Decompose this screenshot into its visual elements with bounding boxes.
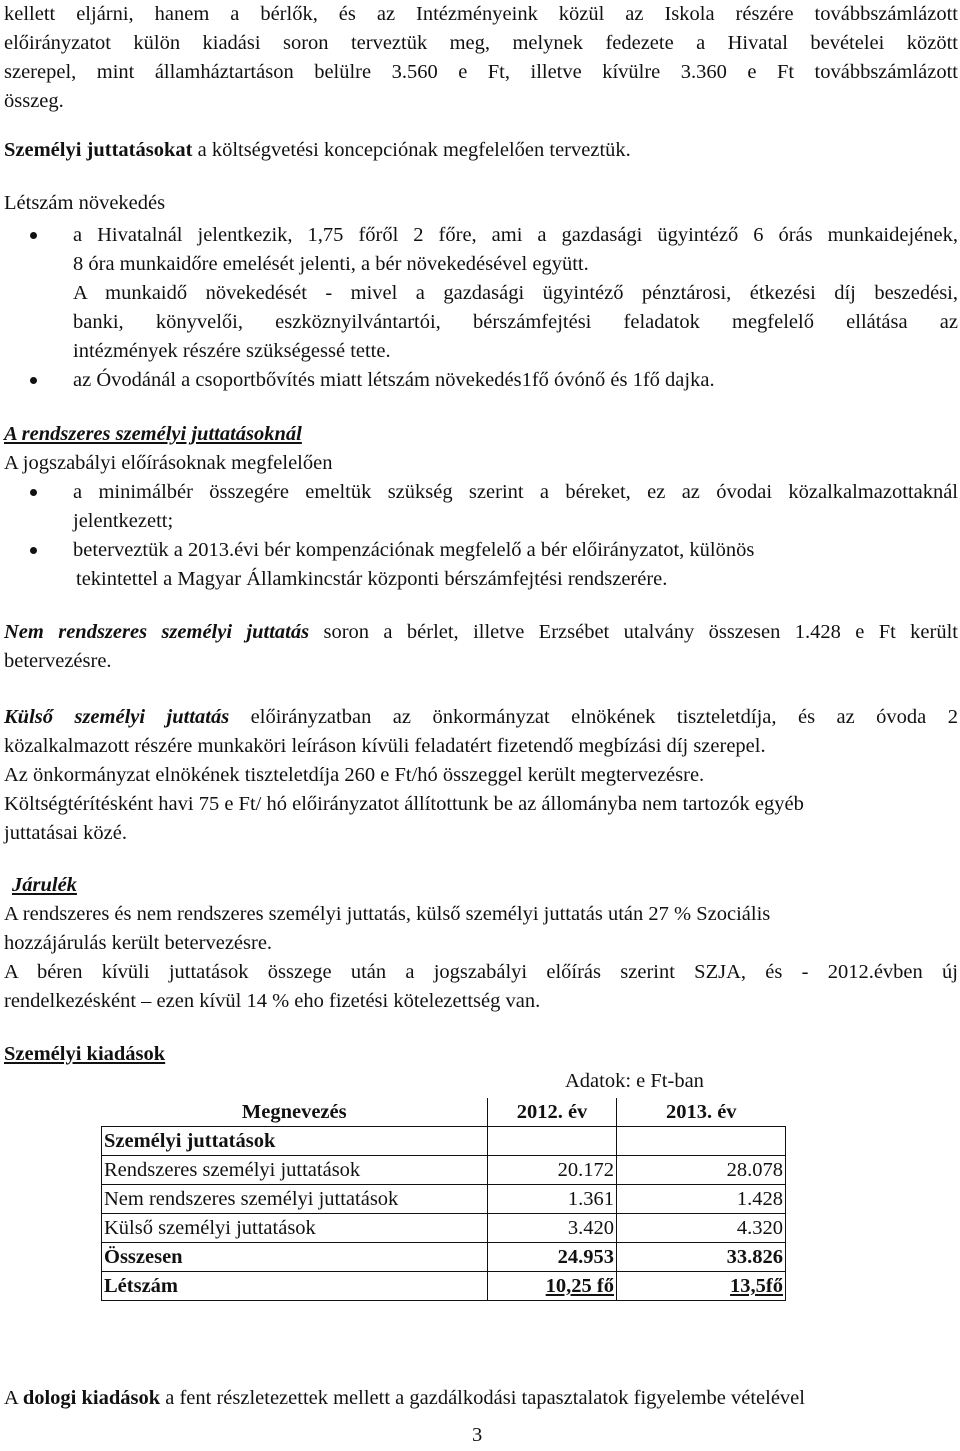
- regular-bullet-2: [4, 536, 958, 594]
- nonregular-bold-italic: Nem rendszeres személyi juttatás: [4, 621, 310, 643]
- table-cell: 1.361: [488, 1185, 617, 1214]
- table-cell: 24.953: [488, 1243, 617, 1272]
- contribution-line-2: hozzájárulás került betervezésre.: [4, 932, 273, 954]
- table-row: [102, 1185, 786, 1214]
- table-section-row: [102, 1127, 786, 1156]
- nonregular-text: soron a bérlet, illetve Erzsébet utalvány összesen 1.428 e Ft került: [309, 621, 959, 643]
- table-section-cell: Személyi juttatások: [102, 1127, 488, 1156]
- headcount-paragraph-line-2: banki, könyvelői, eszköznyilvántartói, bérszámfejtési feladatok megfelelő ellátása az: [73, 311, 958, 333]
- table-cell: 10,25 fő: [488, 1272, 617, 1301]
- expenses-heading: Személyi kiadások: [4, 1043, 166, 1065]
- external-line-2: közalkalmazott részére munkaköri leíráson kívüli feladatért fizetendő megbízási díj szerepel.: [4, 735, 766, 757]
- expenses-unit-note: Adatok: e Ft-ban: [565, 1070, 704, 1092]
- intro-line-3: szerepel, mint államháztartáson belülre 3.560 e Ft, illetve kívülre 3.360 e Ft továbbszámlázott: [4, 61, 958, 83]
- table-cell: Rendszeres személyi juttatások: [102, 1156, 488, 1185]
- regular-bullet-2-line-1: beterveztük a 2013.évi bér kompenzációnak megfelelő a bér előirányzatot, különös: [73, 539, 755, 561]
- external-text: előirányzatban az önkormányzat elnökének tiszteletdíja, és az óvoda 2: [229, 706, 958, 728]
- table-cell: 20.172: [488, 1156, 617, 1185]
- personal-benefits-bold: Személyi juttatásokat: [4, 139, 193, 161]
- intro-line-2: előirányzatot külön kiadási soron terveztük meg, melynek fedezete a Hivatal bevételei között: [4, 32, 958, 54]
- intro-line-4: összeg.: [4, 90, 64, 112]
- page-number: 3: [472, 1424, 483, 1446]
- table-cell: 33.826: [617, 1243, 786, 1272]
- bullet-icon: [30, 489, 37, 496]
- table-cell: 4.320: [617, 1214, 786, 1243]
- table-header-cell: Megnevezés: [102, 1098, 488, 1127]
- personal-benefits-paragraph: [4, 136, 958, 165]
- headcount-bullet-2-text: az Óvodánál a csoportbővítés miatt létszám növekedés1fő óvónő és 1fő dajka.: [73, 369, 715, 391]
- regular-bullet-2-line-2: tekintettel a Magyar Államkincstár központi bérszámfejtési rendszerére.: [76, 568, 668, 590]
- table-header-row: [102, 1098, 786, 1127]
- table-total-row: [102, 1243, 786, 1272]
- contribution-line-4: rendelkezésként – ezen kívül 14 % eho fizetési kötelezettség van.: [4, 990, 541, 1012]
- material-expenses-paragraph: A dologi kiadások a fent részletezettek mellett a gazdálkodási tapasztalatok figyelembe vételével: [4, 1387, 805, 1409]
- table-cell: Összesen: [102, 1243, 488, 1272]
- external-line-3: Az önkormányzat elnökének tiszteletdíja 260 e Ft/hó összeggel került megtervezésre.: [4, 764, 705, 786]
- contribution-paragraph: [4, 900, 958, 1016]
- external-line-4: Költségtérítésként havi 75 e Ft/ hó előirányzatot állítottunk be az állományba nem tartozók egyéb: [4, 793, 804, 815]
- intro-line-1: kellett eljárni, hanem a bérlők, és az Intézményeink közül az Iskola részére továbbszámlázott: [4, 3, 958, 25]
- table-row: [102, 1156, 786, 1185]
- contribution-line-1: A rendszeres és nem rendszeres személyi juttatás, külső személyi juttatás után 27 % Szociális: [4, 903, 771, 925]
- bullet-icon: [30, 232, 37, 239]
- headcount-heading: Létszám növekedés: [4, 192, 166, 214]
- headcount-bullet-2: [4, 366, 958, 395]
- external-line-5: juttatásai közé.: [4, 822, 127, 844]
- external-paragraph: [4, 703, 958, 848]
- material-expenses-text: a fent részletezettek mellett a gazdálkodási tapasztalatok figyelembe vételével: [160, 1387, 805, 1409]
- table-staff-row: [102, 1272, 786, 1301]
- table-cell: 28.078: [617, 1156, 786, 1185]
- table-cell: 1.428: [617, 1185, 786, 1214]
- nonregular-paragraph: [4, 618, 958, 676]
- regular-bullet-1-line-1: a minimálbér összegére emeltük szükség szerint a béreket, ez az óvodai közalkalmazottaknál: [73, 481, 958, 503]
- headcount-paragraph-line-1: A munkaidő növekedését - mivel a gazdasági ügyintéző pénztárosi, étkezési díj beszedési,: [73, 282, 958, 304]
- regular-bullet-1-line-2: jelentkezett;: [73, 510, 174, 532]
- table-row: [102, 1214, 786, 1243]
- contribution-heading: Járulék: [12, 874, 77, 896]
- contribution-line-3: A béren kívüli juttatások összege után a jogszabályi előírás szerint SZJA, és - 2012.évben új: [4, 961, 958, 983]
- headcount-paragraph: [4, 279, 958, 366]
- nonregular-line-2: betervezésre.: [4, 650, 112, 672]
- material-expenses-bold: dologi kiadások: [22, 1387, 161, 1409]
- table-cell: 3.420: [488, 1214, 617, 1243]
- intro-paragraph: [4, 0, 958, 116]
- headcount-bullet-1-line-1: a Hivatalnál jelentkezik, 1,75 főről 2 főre, ami a gazdasági ügyintéző 6 órás munkaidejének,: [73, 224, 958, 246]
- regular-benefits-heading: A rendszeres személyi juttatásoknál: [4, 423, 302, 445]
- table-cell: Külső személyi juttatások: [102, 1214, 488, 1243]
- bullet-icon: [30, 547, 37, 554]
- regular-benefits-subheading: A jogszabályi előírásoknak megfelelően: [4, 452, 333, 474]
- personal-expenses-table: [101, 1098, 786, 1301]
- table-cell: Nem rendszeres személyi juttatások: [102, 1185, 488, 1214]
- table-cell: 13,5fő: [617, 1272, 786, 1301]
- headcount-bullet-1: [4, 221, 958, 279]
- headcount-paragraph-line-3: intézmények részére szükségessé tette.: [73, 340, 391, 362]
- regular-bullet-1: [4, 478, 958, 536]
- table-header-cell: 2012. év: [488, 1098, 617, 1127]
- table-cell: Létszám: [102, 1272, 488, 1301]
- headcount-bullet-1-line-2: 8 óra munkaidőre emelését jelenti, a bér növekedésével együtt.: [73, 253, 589, 275]
- external-bold-italic: Külső személyi juttatás: [4, 706, 230, 728]
- table-header-cell: 2013. év: [617, 1098, 786, 1127]
- personal-benefits-text: a költségvetési koncepciónak megfelelően terveztük.: [192, 139, 631, 161]
- bullet-icon: [30, 377, 37, 384]
